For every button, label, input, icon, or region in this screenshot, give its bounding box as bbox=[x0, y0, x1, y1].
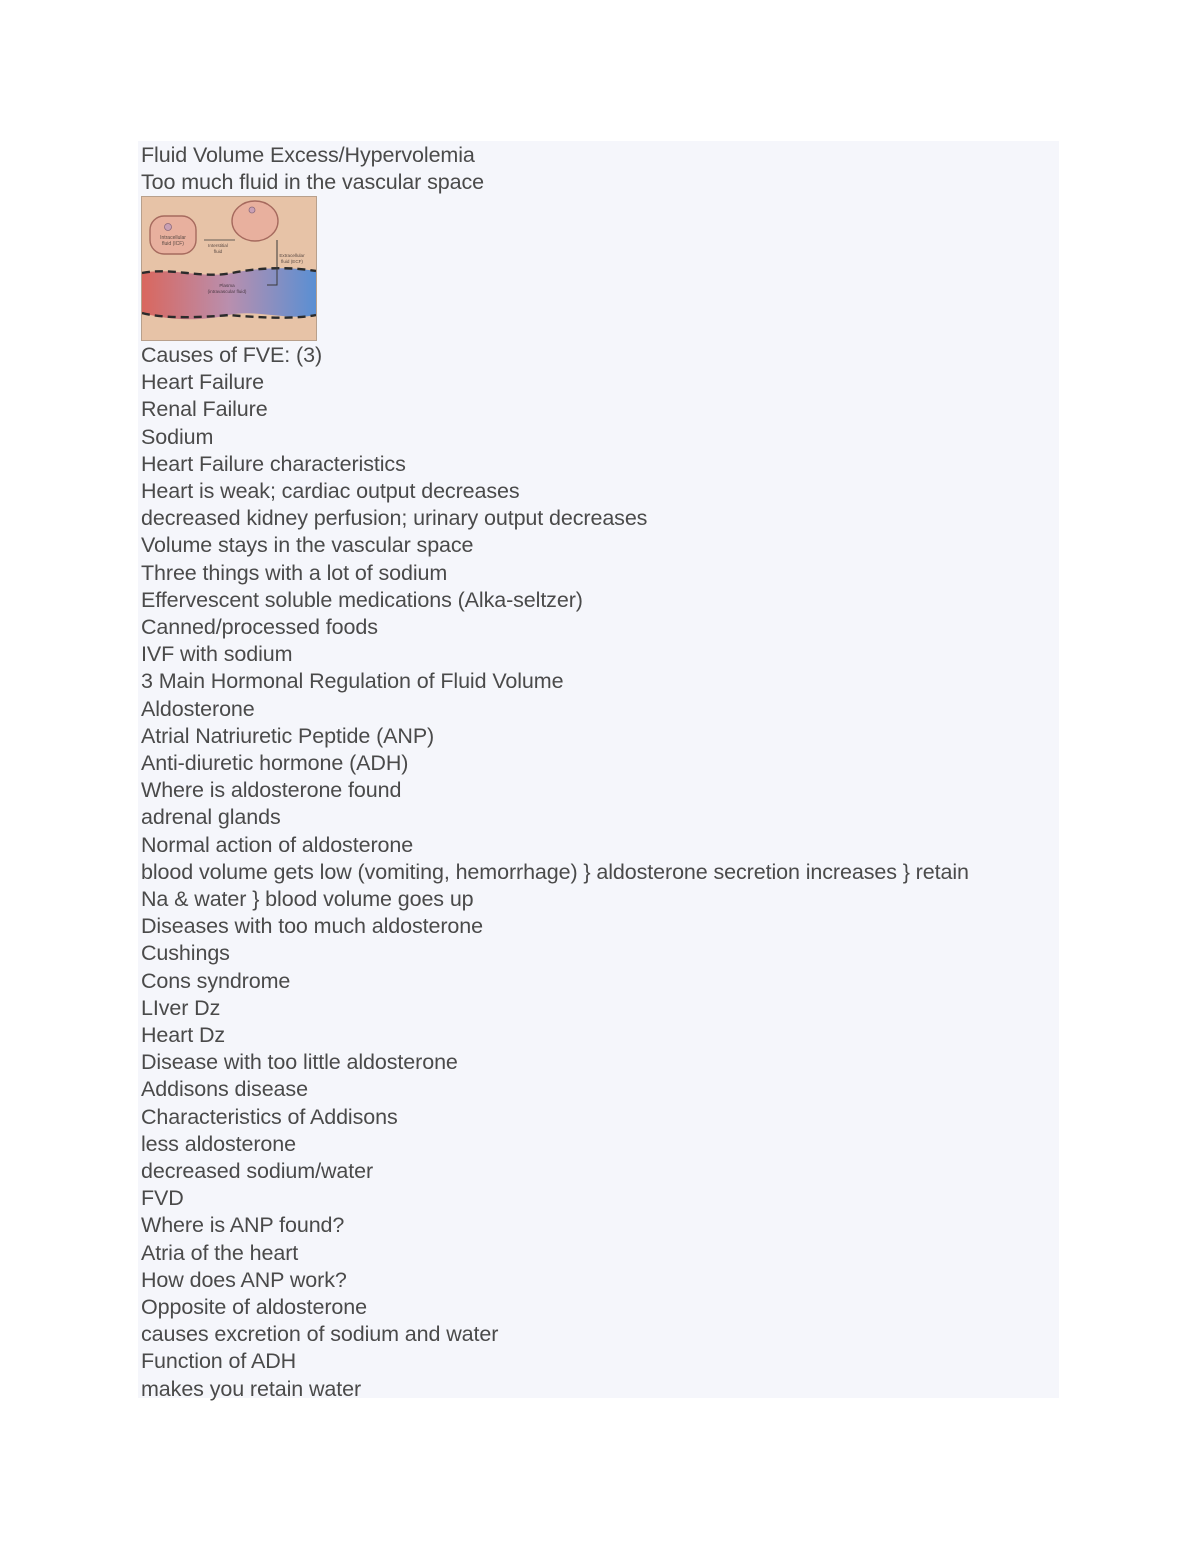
note-line: Anti-diuretic hormone (ADH) bbox=[141, 751, 409, 775]
note-line: Heart Dz bbox=[141, 1023, 226, 1047]
fluid-compartments-figure bbox=[141, 196, 317, 341]
note-line: decreased kidney perfusion; urinary output decreases bbox=[141, 506, 648, 531]
note-line: How does ANP work? bbox=[141, 1267, 347, 1292]
note-line: Three things with a lot of sodium bbox=[141, 560, 448, 585]
svg-text:fluid: fluid bbox=[213, 249, 223, 254]
note-line: Canned/processed foods bbox=[141, 615, 378, 639]
note-line: Cushings bbox=[141, 941, 230, 966]
note-line: Heart Failure bbox=[141, 370, 264, 395]
note-line: Disease with too little aldosterone bbox=[141, 1050, 458, 1075]
document-title: Fluid Volume Excess/Hypervolemia bbox=[141, 143, 475, 167]
note-line: FVD bbox=[141, 1186, 184, 1211]
plasma-label: Plasma bbox=[219, 283, 235, 288]
note-line: Opposite of aldosterone bbox=[141, 1295, 367, 1319]
note-line: Normal action of aldosterone bbox=[141, 832, 414, 857]
icf-label: Intracellular bbox=[160, 235, 186, 241]
note-line: Effervescent soluble medications (Alka-seltzer) bbox=[141, 587, 583, 612]
note-line: Cons syndrome bbox=[141, 968, 291, 993]
content-block bbox=[138, 141, 1059, 1401]
note-line: Diseases with too much aldosterone bbox=[141, 914, 483, 939]
note-line: Volume stays in the vascular space bbox=[141, 533, 474, 558]
note-line: IVF with sodium bbox=[141, 642, 293, 667]
note-line: blood volume gets low (vomiting, hemorrhage) } aldosterone secretion increases } retain bbox=[141, 859, 969, 884]
svg-text:fluid (ICF): fluid (ICF) bbox=[162, 241, 184, 247]
note-line: Atria of the heart bbox=[141, 1240, 299, 1265]
note-line: 3 Main Hormonal Regulation of Fluid Volume bbox=[141, 669, 564, 694]
note-line: Characteristics of Addisons bbox=[141, 1104, 398, 1129]
note-line: Renal Failure bbox=[141, 397, 268, 422]
note-line: Na & water } blood volume goes up bbox=[141, 887, 474, 911]
note-line: less aldosterone bbox=[141, 1131, 296, 1156]
note-line: Heart is weak; cardiac output decreases bbox=[141, 479, 520, 503]
interstitial-label: Interstitial bbox=[208, 243, 228, 248]
note-line: Addisons disease bbox=[141, 1077, 308, 1102]
note-line: Atrial Natriuretic Peptide (ANP) bbox=[141, 723, 435, 748]
note-line: causes excretion of sodium and water bbox=[141, 1322, 499, 1347]
note-line: LIver Dz bbox=[141, 995, 221, 1020]
note-line: Where is ANP found? bbox=[141, 1213, 345, 1238]
svg-text:(intravascular fluid): (intravascular fluid) bbox=[207, 289, 247, 294]
note-line: makes you retain water bbox=[141, 1376, 362, 1401]
fluid-compartments-diagram bbox=[142, 197, 316, 340]
note-line: Where is aldosterone found bbox=[141, 778, 402, 803]
note-line: Aldosterone bbox=[141, 696, 255, 721]
note-line: Causes of FVE: (3) bbox=[141, 343, 323, 367]
note-line: decreased sodium/water bbox=[141, 1159, 374, 1183]
note-line: Function of ADH bbox=[141, 1349, 297, 1374]
document-subtitle: Too much fluid in the vascular space bbox=[141, 170, 484, 194]
ecf-label: Extracellular bbox=[279, 253, 305, 258]
note-line: Sodium bbox=[141, 424, 214, 449]
svg-text:fluid (ECF): fluid (ECF) bbox=[281, 259, 303, 264]
note-line: adrenal glands bbox=[141, 805, 281, 830]
note-line: Heart Failure characteristics bbox=[141, 451, 406, 476]
